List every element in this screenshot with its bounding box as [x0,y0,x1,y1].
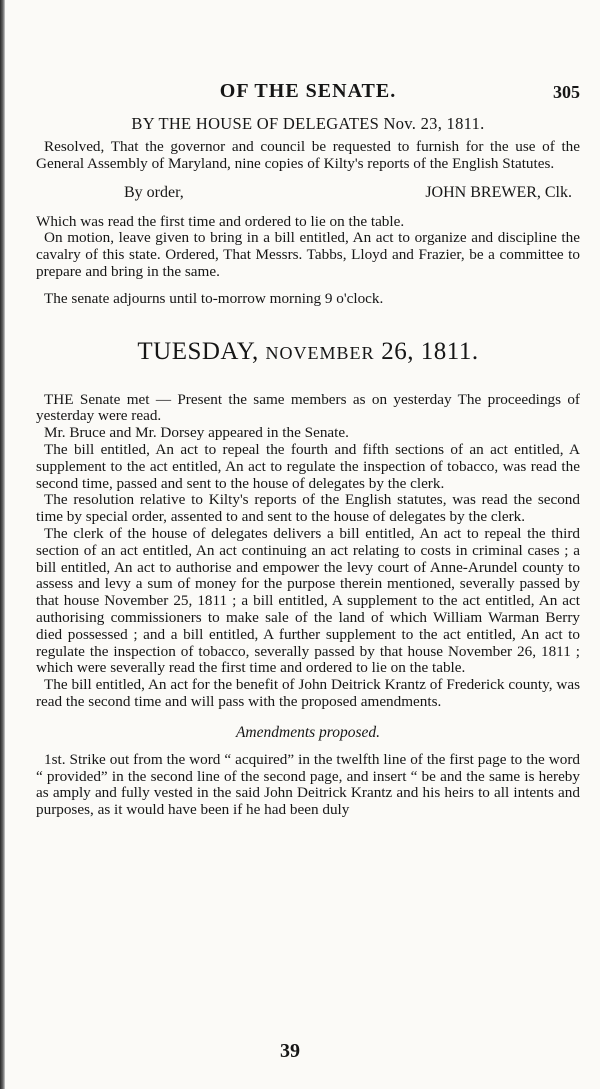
day-heading-day: TUESDAY, [137,337,259,365]
paragraph-tobacco-bill: The bill entitled, An act to repeal the fourth and fifth sections of an act entitled, A supplement to the act entitled, An act to regulate the inspection of tobacco, was read the second time, passed and sent to the house of delegates by the clerk. [36,440,580,492]
house-of-delegates-heading: BY THE HOUSE OF DELEGATES Nov. 23, 1811. [131,114,485,133]
day-heading-date: 26, 1811. [381,337,479,365]
by-order-label: By order, [124,183,184,201]
page-number: 305 [553,82,580,102]
resolution-paragraph: Resolved, That the governor and council be requested to furnish for the use of the General Assembly of Maryland, nine copies of Kilty's reports of the English Statutes. [36,138,580,172]
paragraph-kilty-resolution: The resolution relative to Kilty's reports of the English statutes, was read the second time by special order, assented to and sent to the house of delegates by the clerk. [36,491,580,526]
page-body [36,114,580,819]
amendment-first: 1st. Strike out from the word “ acquired” in the twelfth line of the first page to the word “ provided” in the second line of the second page, and insert “ be and the same is hereby as amply and fully vested in the said John Deitrick Krantz and his heirs to all intents and purposes, as it would have been if he had been duly [36,750,580,819]
order-signature-line [36,184,580,202]
amendments-heading: Amendments proposed. [235,723,381,741]
clerk-name: JOHN BREWER, Clk. [425,183,572,201]
paragraph-clerk-delivers: The clerk of the house of delegates delivers a bill entitled, An act to repeal the third section of an act entitled, An act continuing an act relating to costs in criminal cases ; a bill entitled, An act to authorise and empower the levy court of Anne-Arundel county to assess and levy a sum of money for the purpose therein mentioned, severally passed by that house November 25, 1811 ; a bill entitled, A supplement to the act entitled, An act authorising commissioners to make sale of the land of which William Warman Berry died possessed ; and a bill entitled, A further supplement to the act entitled, An act to regulate the inspection of tobacco, severally passed by that house November 26, 1811 ; which were severally read the first time and ordered to lie on the table. [36,524,580,677]
paragraph-senate-met: THE Senate met — Present the same members as on yesterday The proceedings of yesterday were read. [36,390,580,425]
paragraph-appeared: Mr. Bruce and Mr. Dorsey appeared in the Senate. [44,424,349,442]
running-head [36,80,580,106]
book-spine-edge [0,0,5,1089]
day-heading [36,338,580,366]
adjourn-paragraph: The senate adjourns until to-morrow morning 9 o'clock. [44,289,384,307]
day-heading-month: NOVEMBER [265,342,375,363]
paragraph-cavalry-motion: On motion, leave given to bring in a bill entitled, An act to organize and discipline the cavalry of this state. Ordered, That Messrs. Tabbs, Lloyd and Frazier, be a committee to prepare and bring in the same. [36,229,580,280]
running-title: OF THE SENATE. [219,80,397,102]
signature-mark: 39 [280,1040,300,1062]
paragraph-krantz-bill: The bill entitled, An act for the benefit of John Deitrick Krantz of Frederick county, was read the second time and will pass with the proposed amendments. [36,676,580,710]
paragraph-read-first: Which was read the first time and ordered to lie on the table. [36,212,405,230]
